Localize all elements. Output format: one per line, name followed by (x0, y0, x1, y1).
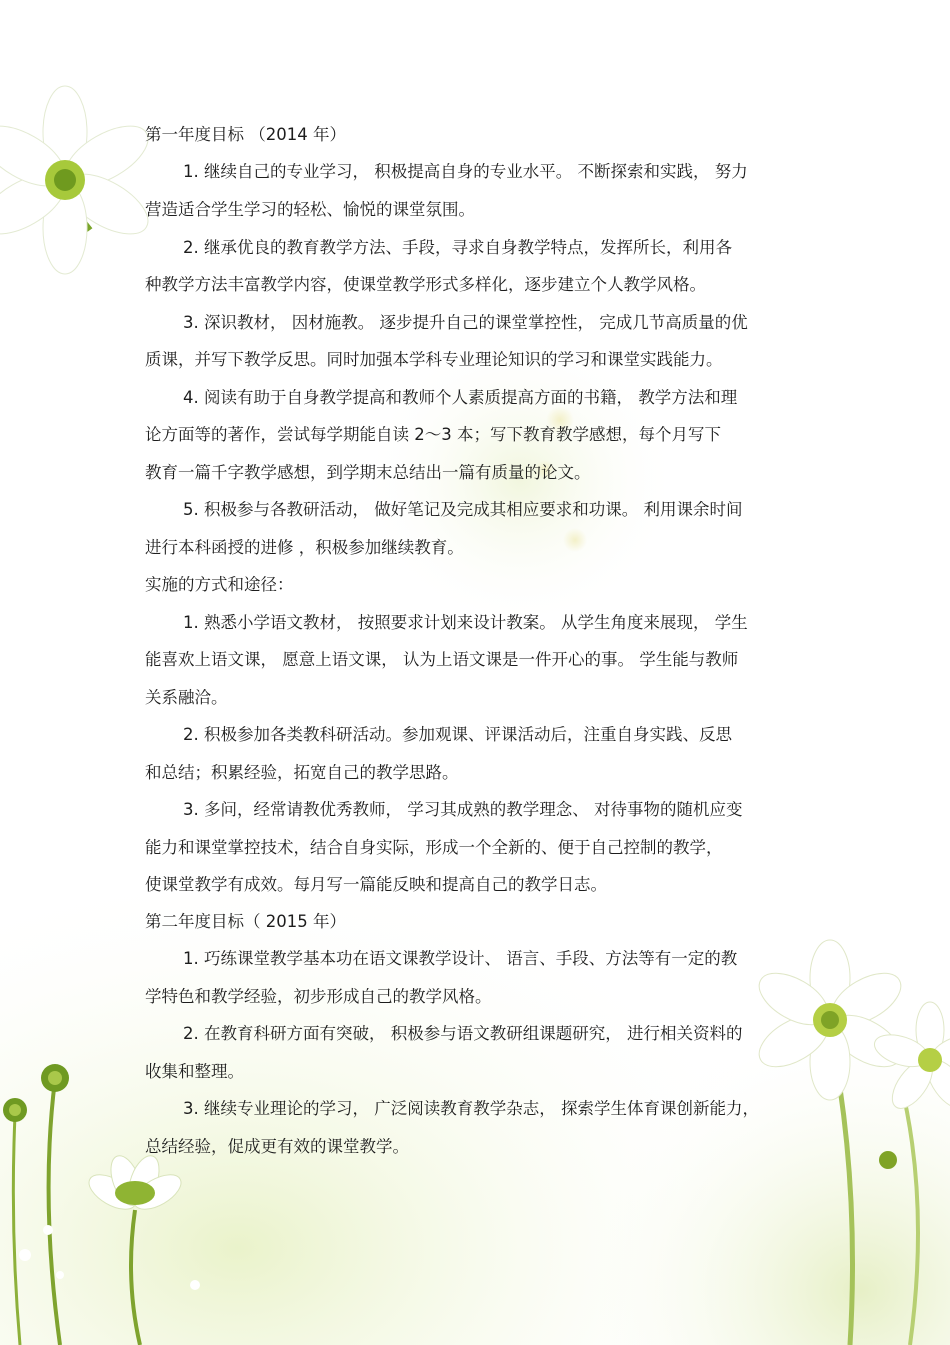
paragraph-line: 3. 深识教材， 因材施教。 逐步提升自己的课堂掌控性， 完成几节高质量的优 (183, 313, 748, 332)
paragraph-line: 能力和课堂掌控技术，结合自身实际，形成一个全新的、便于自己控制的教学， (145, 838, 723, 857)
paragraph-line: 2. 在教育科研方面有突破， 积极参与语文教研组课题研究， 进行相关资料的 (183, 1024, 743, 1043)
paragraph-line: 进行本科函授的进修 ，积极参加继续教育。 (145, 538, 464, 557)
paragraph-line: 3. 多问，经常请教优秀教师， 学习其成熟的教学理念、 对待事物的随机应变 (183, 800, 743, 819)
paragraph-line: 能喜欢上语文课， 愿意上语文课， 认为上语文课是一件开心的事。 学生能与教师 (145, 650, 739, 669)
paragraph-line: 使课堂教学有成效。每月写一篇能反映和提高自己的教学日志。 (145, 875, 607, 894)
section-heading-methods: 实施的方式和途径： (145, 575, 294, 594)
paragraph-line: 种教学方法丰富教学内容，使课堂教学形式多样化，逐步建立个人教学风格。 (145, 275, 706, 294)
paragraph-line: 2. 积极参加各类教科研活动。参加观课、评课活动后，注重自身实践、反思 (183, 725, 732, 744)
section-heading-year-one: 第一年度目标 （2014 年） (145, 125, 346, 144)
paragraph-line: 学特色和教学经验，初步形成自己的教学风格。 (145, 987, 492, 1006)
paragraph-line: 关系融洽。 (145, 688, 228, 707)
paragraph-line: 2. 继承优良的教育教学方法、手段，寻求自身教学特点，发挥所长，利用各 (183, 238, 732, 257)
paragraph-line: 论方面等的著作，尝试每学期能自读 2～3 本；写下教育教学感想，每个月写下 (145, 425, 721, 444)
paragraph-line: 5. 积极参与各教研活动， 做好笔记及完成其相应要求和功课。 利用课余时间 (183, 500, 743, 519)
paragraph-line: 和总结；积累经验，拓宽自己的教学思路。 (145, 763, 459, 782)
paragraph-line: 质课，并写下教学反思。同时加强本学科专业理论知识的学习和课堂实践能力。 (145, 350, 723, 369)
paragraph-line: 1. 熟悉小学语文教材， 按照要求计划来设计教案。 从学生角度来展现， 学生 (183, 613, 748, 632)
paragraph-line: 3. 继续专业理论的学习， 广泛阅读教育教学杂志， 探索学生体育课创新能力， (183, 1099, 759, 1118)
section-heading-year-two: 第二年度目标（ 2015 年） (145, 912, 346, 931)
paragraph-line: 1. 继续自己的专业学习， 积极提高自身的专业水平。 不断探索和实践， 努力 (183, 162, 748, 181)
paragraph-line: 1. 巧练课堂教学基本功在语文课教学设计、 语言、手段、方法等有一定的教 (183, 949, 738, 968)
paragraph-line: 教育一篇千字教学感想，到学期末总结出一篇有质量的论文。 (145, 463, 591, 482)
paragraph-line: 4. 阅读有助于自身教学提高和教师个人素质提高方面的书籍， 教学方法和理 (183, 388, 738, 407)
paragraph-line: 收集和整理。 (145, 1062, 244, 1081)
paragraph-line: 总结经验，促成更有效的课堂教学。 (145, 1137, 409, 1156)
paragraph-line: 营造适合学生学习的轻松、愉悦的课堂氛围。 (145, 200, 475, 219)
